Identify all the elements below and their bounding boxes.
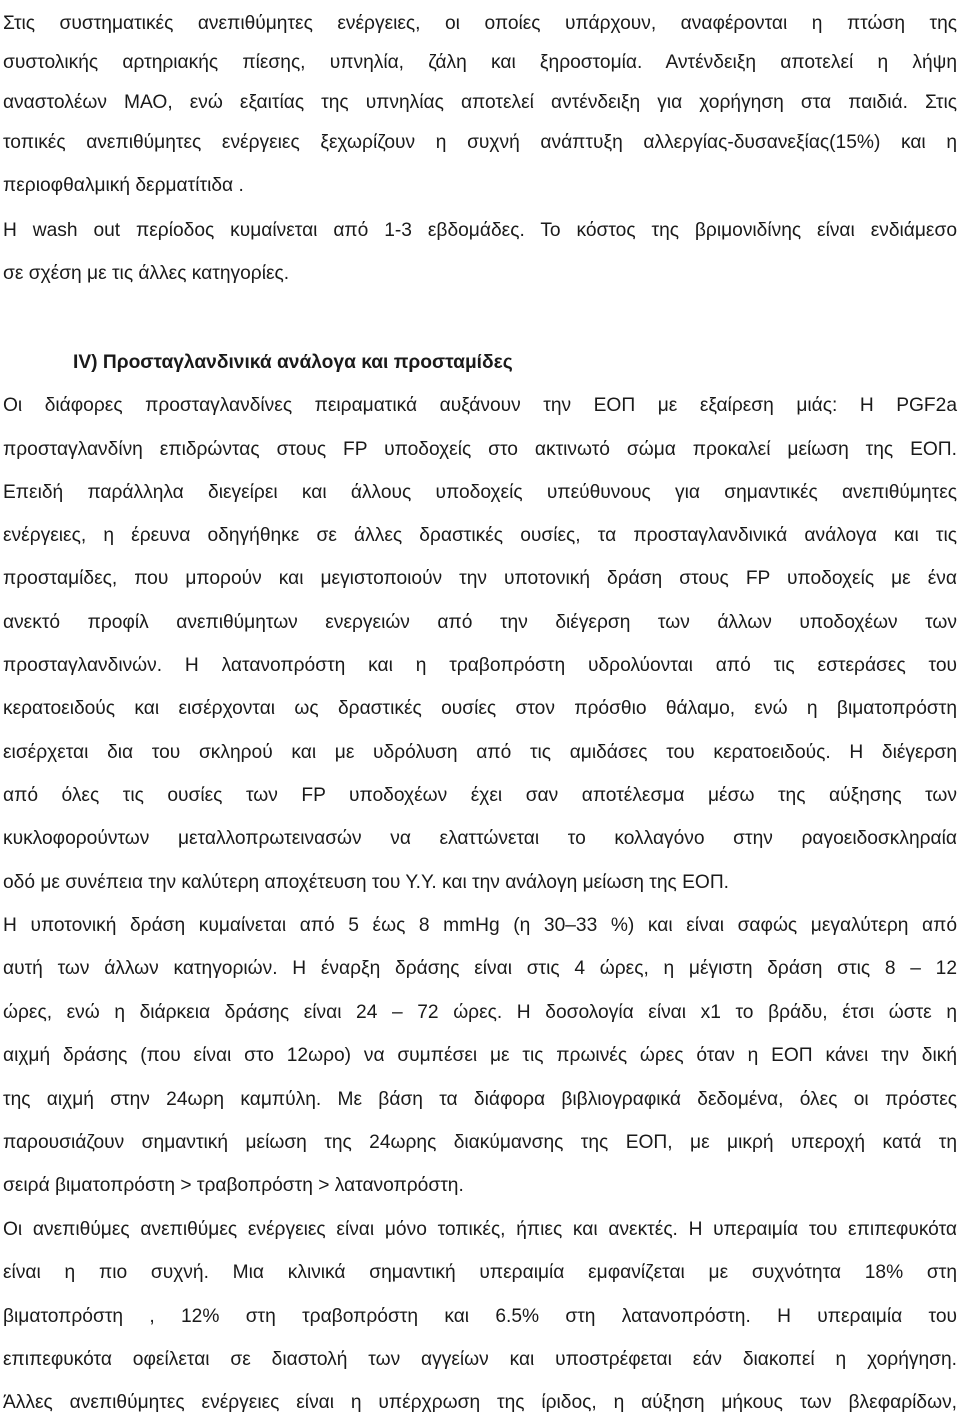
text-line: Άλλες ανεπιθύμητες ενέργειες είναι η υπέρχρωση της ίριδος, η αύξηση μήκους των βλεφαρίδων, (3, 1392, 957, 1413)
text-line: προσταγλανδινών. Η λατανοπρόστη και η τραβοπρόστη υδρολύονται από τις εστεράσες του (3, 655, 957, 676)
text-line: της αιχμή στην 24ωρη καμπύλη. Με βάση τα διάφορα βιβλιογραφικά δεδομένα, όλες οι πρόστες (3, 1089, 957, 1110)
text-line: σειρά βιματοπρόστη > τραβοπρόστη > λατανοπρόστη. (3, 1175, 464, 1196)
text-line: προσταγλανδίνη επιδρώντας στους FP υποδοχείς στο ακτινωτό σώμα προκαλεί μείωση της ΕΟΠ. (3, 439, 957, 460)
text-line: βιματοπρόστη , 12% στη τραβοπρόστη και 6.5% στη λατανοπρόστη. Η υπεραιμία του (3, 1306, 957, 1327)
text-line: περιοφθαλμική δερματίτιδα . (3, 175, 244, 196)
text-line: Στις συστηματικές ανεπιθύμητες ενέργειες, οι οποίες υπάρχουν, αναφέρονται η πτώση της (3, 13, 957, 34)
text-line: κερατοειδούς και εισέρχονται ως δραστικές ουσίες στον πρόσθιο θάλαμο, ενώ η βιματοπρόστη (3, 698, 957, 719)
text-line: αιχμή δράσης (που είναι στο 12ωρο) να συμπέσει με τις πρωινές ώρες όταν η ΕΟΠ κάνει την δική (3, 1045, 957, 1066)
text-line: Οι ανεπιθύμες ανεπιθύμες ενέργειες είναι μόνο τοπικές, ήπιες και ανεκτές. Η υπεραιμία του επιπεφυκότα (3, 1219, 957, 1240)
section-heading: IV) Προσταγλανδινικά ανάλογα και προσταμίδες (73, 352, 513, 373)
text-line: τοπικές ανεπιθύμητες ενέργειες ξεχωρίζουν η συχνή ανάπτυξη αλλεργίας-δυσανεξίας(15%) και η (3, 132, 957, 153)
text-line: συστολικής αρτηριακής πίεσης, υπνηλία, ζάλη και ξηροστομία. Αντένδειξη αποτελεί η λήψη (3, 52, 957, 73)
text-line: επιπεφυκότα οφείλεται σε διαστολή των αγγείων και υποστρέφεται εάν διακοπεί η χορήγηση. (3, 1349, 957, 1370)
text-line: εισέρχεται δια του σκληρού και με υδρόλυση από τις αμιδάσες του κερατοειδούς. Η διέγερση (3, 742, 957, 763)
text-line: προσταμίδες, που μπορούν και μεγιστοποιούν την υποτονική δράση στους FP υποδοχείς με ένα (3, 568, 957, 589)
text-line: αναστολέων ΜΑΟ, ενώ εξαιτίας της υπνηλίας αποτελεί αντένδειξη για χορήγηση στα παιδιά. Στις (3, 92, 957, 113)
text-line: ώρες, ενώ η διάρκεια δράσης είναι 24 – 72 ώρες. Η δοσολογία είναι x1 το βράδυ, έτσι ώστε η (3, 1002, 957, 1023)
text-line: αυτή των άλλων κατηγοριών. Η έναρξη δράσης είναι στις 4 ώρες, η μέγιστη δράση στις 8 – 12 (3, 958, 957, 979)
text-line: Επειδή παράλληλα διεγείρει και άλλους υποδοχείς υπεύθυνους για σημαντικές ανεπιθύμητες (3, 482, 957, 503)
text-line: ανεκτό προφίλ ανεπιθύμητων ενεργειών από την διέγερση των άλλων υποδοχέων των (3, 612, 957, 633)
text-line: ενέργειες, η έρευνα οδηγήθηκε σε άλλες δραστικές ουσίες, τα προσταγλανδινικά ανάλογα και τις (3, 525, 957, 546)
text-line: κυκλοφορούντων μεταλλοπρωτεινασών να ελαττώνεται το κολλαγόνο στην ραγοειδοσκληραία (3, 828, 957, 849)
text-line: σε σχέση με τις άλλες κατηγορίες. (3, 263, 290, 284)
text-line: Η wash out περίοδος κυμαίνεται από 1-3 εβδομάδες. Το κόστος της βριμονιδίνης είναι ενδιάμεσο (3, 220, 957, 241)
text-line: παρουσιάζουν σημαντική μείωση της 24ωρης διακύμανσης της ΕΟΠ, με μικρή υπεροχή κατά τη (3, 1132, 957, 1153)
text-line: από όλες τις ουσίες των FP υποδοχέων έχει σαν αποτέλεσμα μέσω της αύξησης των (3, 785, 957, 806)
text-line: οδό με συνέπεια την καλύτερη αποχέτευση του Υ.Υ. και την ανάλογη μείωση της ΕΟΠ. (3, 872, 730, 893)
text-line: Η υποτονική δράση κυμαίνεται από 5 έως 8 mmHg (η 30–33 %) και είναι σαφώς μεγαλύτερη από (3, 915, 957, 936)
text-line: Οι διάφορες προσταγλανδίνες πειραματικά αυξάνουν την ΕΟΠ με εξαίρεση μιάς: Η PGF2a (3, 395, 957, 416)
text-line: είναι η πιο συχνή. Μια κλινικά σημαντική υπεραιμία εμφανίζεται με συχνότητα 18% στη (3, 1262, 957, 1283)
